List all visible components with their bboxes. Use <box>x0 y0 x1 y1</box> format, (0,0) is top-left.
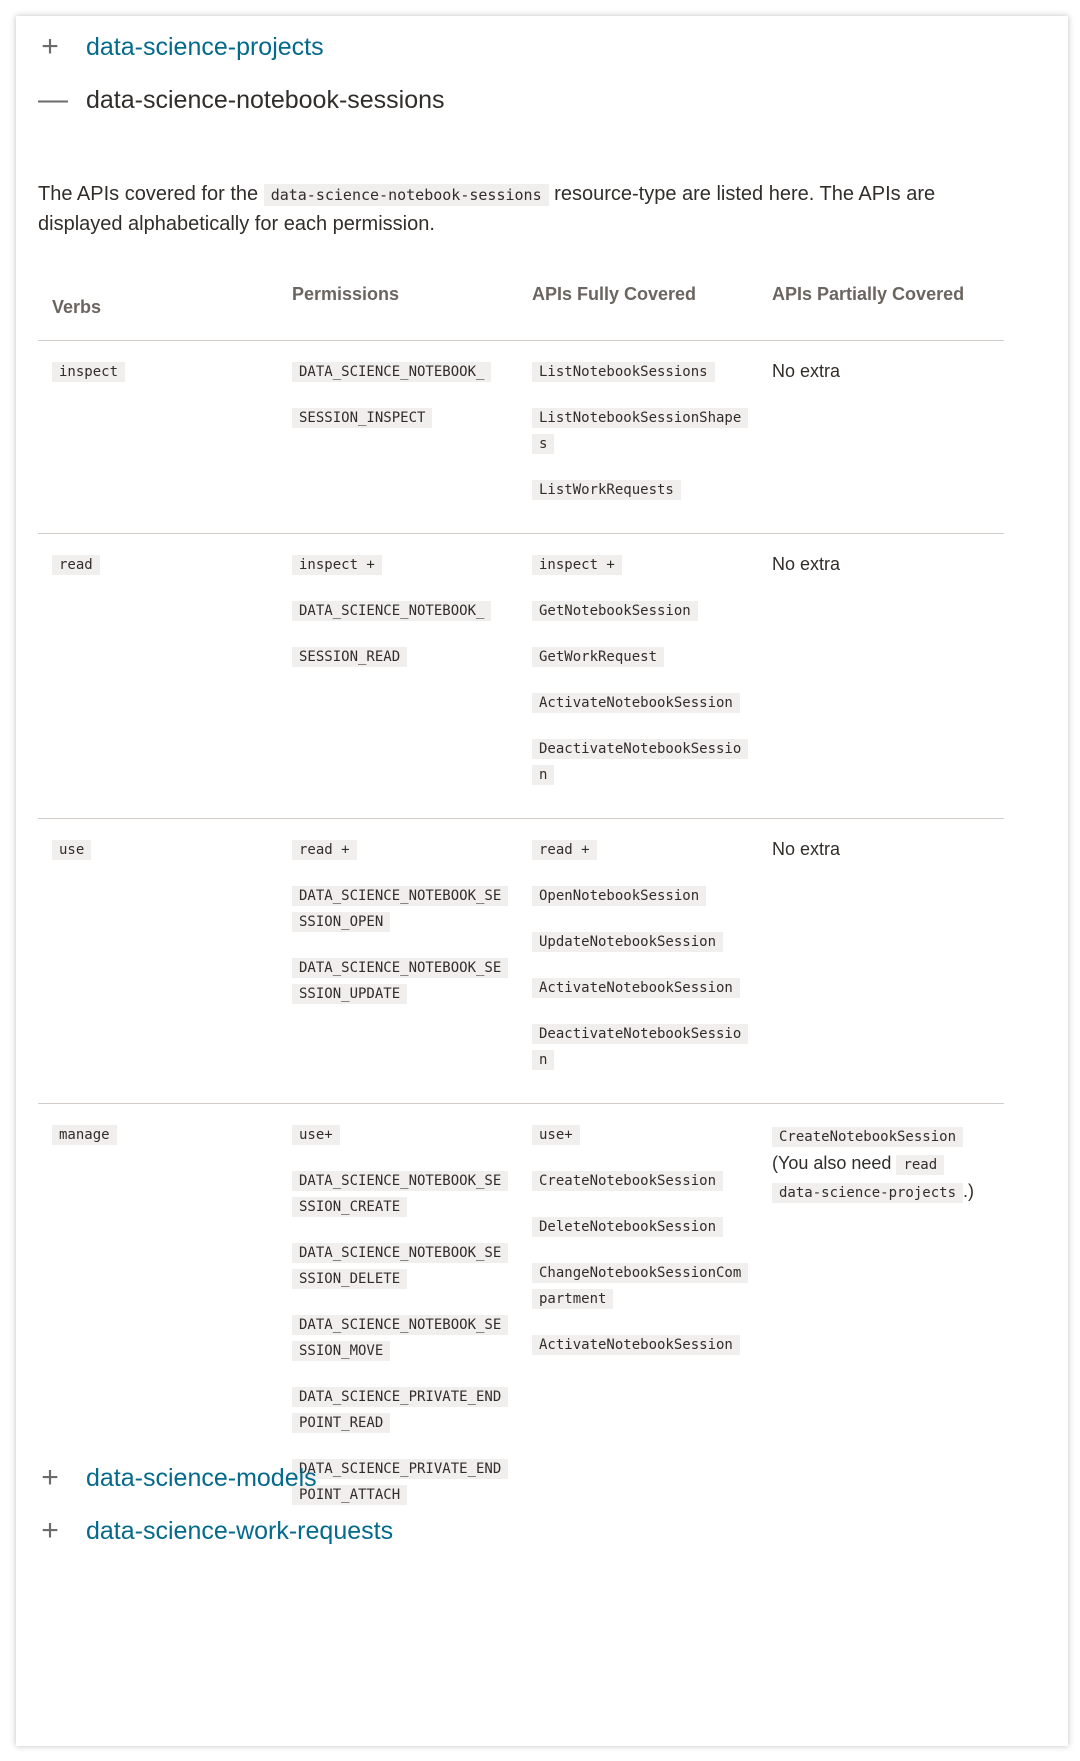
apis-partially-cell <box>758 818 1004 1103</box>
permission-item <box>292 405 504 431</box>
no-extra-text: No extra <box>772 838 841 859</box>
table-row <box>38 533 1004 818</box>
permission-item <box>292 644 504 670</box>
expand-plus-icon: + <box>41 1514 59 1547</box>
verb-code: use <box>52 840 91 860</box>
accordion-data-science-work-requests[interactable] <box>38 1516 393 1546</box>
collapse-minus-icon: — <box>38 83 68 116</box>
table-row <box>38 818 1004 1103</box>
accordion-data-science-notebook-sessions[interactable] <box>38 85 445 115</box>
api-code: OpenNotebookSession <box>532 886 706 906</box>
api-item <box>532 644 744 670</box>
partial-read-code: read <box>896 1155 944 1175</box>
apis-fully-cell <box>518 1103 758 1538</box>
permission-code: DATA_SCIENCE_NOTEBOOK_SESSION_MOVE <box>292 1315 508 1361</box>
intro-text: resource-type are listed here. The APIs are displayed alphabetically for each permission. <box>38 183 936 235</box>
api-item <box>532 1332 744 1358</box>
permission-code: SESSION_READ <box>292 647 407 667</box>
header-permissions: Permissions <box>278 266 518 340</box>
accordion-title[interactable]: data-science-notebook-sessions <box>86 85 445 114</box>
accordion-data-science-projects[interactable] <box>38 32 324 62</box>
apis-fully-cell <box>518 818 758 1103</box>
partial-note-text: .) <box>963 1180 975 1201</box>
permission-code: DATA_SCIENCE_NOTEBOOK_SESSION_UPDATE <box>292 958 508 1004</box>
permission-code: use+ <box>292 1125 340 1145</box>
permission-code: DATA_SCIENCE_PRIVATE_ENDPOINT_ATTACH <box>292 1459 508 1505</box>
api-code: GetWorkRequest <box>532 647 664 667</box>
api-code: use+ <box>532 1125 580 1145</box>
intro-paragraph <box>38 179 998 239</box>
accordion-title[interactable]: data-science-models <box>86 1463 317 1492</box>
permission-item <box>292 1312 504 1364</box>
api-code: DeactivateNotebookSession <box>532 1024 748 1070</box>
verb-cell <box>38 340 278 533</box>
permissions-cell <box>278 818 518 1103</box>
api-item <box>532 883 744 909</box>
expand-plus-icon: + <box>41 30 59 63</box>
verb-code: read <box>52 555 100 575</box>
verb-code: manage <box>52 1125 117 1145</box>
permission-code: DATA_SCIENCE_NOTEBOOK_SESSION_CREATE <box>292 1171 508 1217</box>
verb-code: inspect <box>52 362 125 382</box>
api-item <box>532 1260 744 1312</box>
apis-partially-cell <box>758 340 1004 533</box>
partial-api-code: CreateNotebookSession <box>772 1127 963 1147</box>
table-row <box>38 340 1004 533</box>
api-item <box>532 552 744 578</box>
header-apis-partially-covered: APIs Partially Covered <box>758 266 1004 340</box>
api-item <box>532 1122 744 1148</box>
permission-code: SESSION_INSPECT <box>292 408 432 428</box>
api-code: ListNotebookSessions <box>532 362 715 382</box>
api-code: read + <box>532 840 597 860</box>
no-extra-text: No extra <box>772 360 841 381</box>
permission-item <box>292 1240 504 1292</box>
permission-code: DATA_SCIENCE_NOTEBOOK_SESSION_DELETE <box>292 1243 508 1289</box>
verb-cell <box>38 533 278 818</box>
expand-plus-icon: + <box>41 1461 59 1494</box>
resource-type-code: data-science-notebook-sessions <box>264 184 549 206</box>
api-code: ChangeNotebookSessionCompartment <box>532 1263 748 1309</box>
permission-item <box>292 1122 504 1148</box>
permission-code: DATA_SCIENCE_NOTEBOOK_ <box>292 362 491 382</box>
permission-code: read + <box>292 840 357 860</box>
permission-code: DATA_SCIENCE_NOTEBOOK_ <box>292 601 491 621</box>
intro-text: The APIs covered for the <box>38 183 264 205</box>
api-code: UpdateNotebookSession <box>532 932 723 952</box>
permission-item <box>292 598 504 624</box>
partial-coverage <box>772 1122 990 1206</box>
api-item <box>532 837 744 863</box>
api-item <box>532 598 744 624</box>
api-code: ListNotebookSessionShapes <box>532 408 748 454</box>
content-card <box>16 16 1068 1746</box>
api-item <box>532 477 744 503</box>
api-permissions-table <box>38 266 1004 1538</box>
permissions-cell <box>278 533 518 818</box>
api-code: DeactivateNotebookSession <box>532 739 748 785</box>
api-code: DeleteNotebookSession <box>532 1217 723 1237</box>
apis-fully-cell <box>518 533 758 818</box>
api-code: ActivateNotebookSession <box>532 978 740 998</box>
permission-code: DATA_SCIENCE_PRIVATE_ENDPOINT_READ <box>292 1387 508 1433</box>
api-item <box>532 929 744 955</box>
verb-cell <box>38 818 278 1103</box>
api-code: CreateNotebookSession <box>532 1171 723 1191</box>
permission-code: DATA_SCIENCE_NOTEBOOK_SESSION_OPEN <box>292 886 508 932</box>
api-item <box>532 405 744 457</box>
api-item <box>532 1021 744 1073</box>
permission-item <box>292 1168 504 1220</box>
api-item <box>532 1214 744 1240</box>
permission-item <box>292 883 504 935</box>
permission-code: inspect + <box>292 555 382 575</box>
apis-partially-cell <box>758 533 1004 818</box>
permission-item <box>292 552 504 578</box>
api-item <box>532 1168 744 1194</box>
api-code: ActivateNotebookSession <box>532 1335 740 1355</box>
api-item <box>532 690 744 716</box>
partial-resource-code: data-science-projects <box>772 1183 963 1203</box>
api-item <box>532 736 744 788</box>
permission-item <box>292 1384 504 1436</box>
no-extra-text: No extra <box>772 553 841 574</box>
accordion-title[interactable]: data-science-projects <box>86 32 324 61</box>
permission-item <box>292 955 504 1007</box>
api-code: ActivateNotebookSession <box>532 693 740 713</box>
apis-fully-cell <box>518 340 758 533</box>
header-apis-fully-covered: APIs Fully Covered <box>518 266 758 340</box>
api-item <box>532 359 744 385</box>
accordion-data-science-models[interactable] <box>38 1463 317 1493</box>
api-item <box>532 975 744 1001</box>
api-code: inspect + <box>532 555 622 575</box>
header-verbs: Verbs <box>38 266 278 340</box>
table-header-row <box>38 266 1004 340</box>
permission-item <box>292 1456 504 1508</box>
apis-partially-cell <box>758 1103 1004 1538</box>
partial-note-text: (You also need <box>772 1152 897 1173</box>
api-code: GetNotebookSession <box>532 601 698 621</box>
permissions-cell <box>278 340 518 533</box>
permission-item <box>292 359 504 385</box>
accordion-title[interactable]: data-science-work-requests <box>86 1516 394 1545</box>
api-code: ListWorkRequests <box>532 480 681 500</box>
permission-item <box>292 837 504 863</box>
